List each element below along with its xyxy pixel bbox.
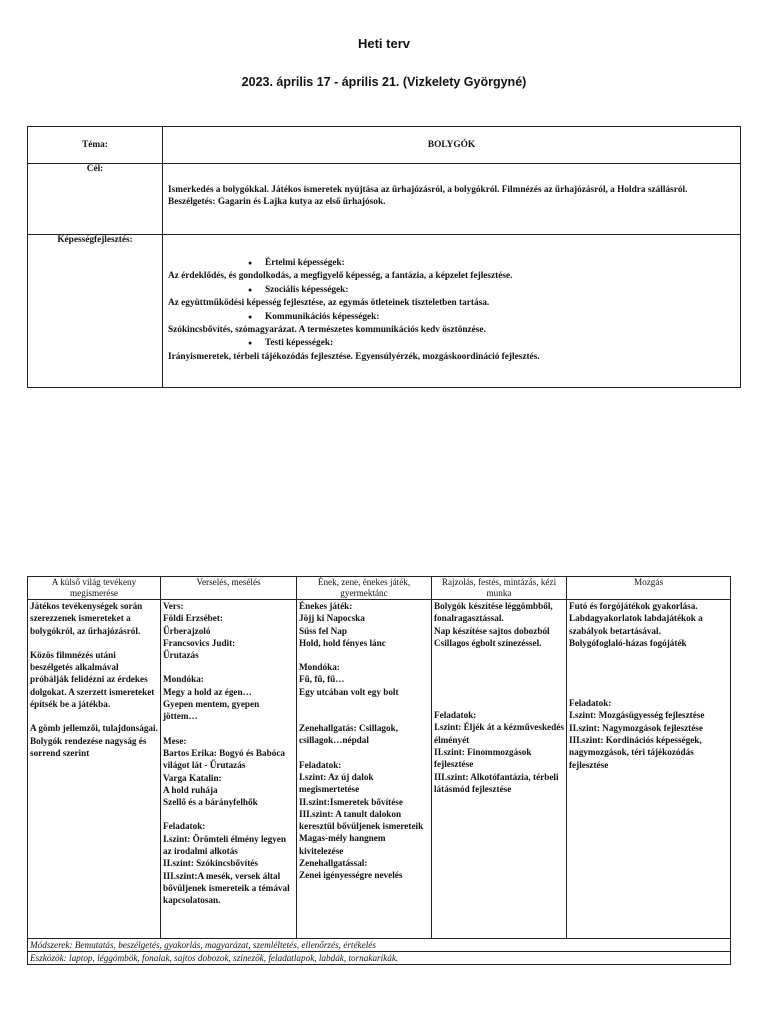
header-rajzolas: Rajzolás, festés, mintázás, kézi munka: [432, 577, 567, 600]
cell-line: Megy a hold az égen…: [163, 686, 252, 697]
cell-line: Űrutazás: [163, 650, 199, 661]
cell-line: Vers:: [163, 601, 184, 611]
cell-line: III.szint:A mesék, versek által bővüljenek ismereteik a témával kapcsolatosan.: [163, 870, 290, 906]
cell-line: I.szint: Az új dalok megismertetése: [299, 771, 374, 795]
cell-line: Egy utcában volt egy bolt: [299, 686, 399, 697]
cell-line: Bolygók készítése léggömbből, fonalragasztással.: [434, 601, 553, 624]
cel-cell: [163, 164, 741, 235]
cel-row: [28, 164, 741, 235]
cell-line: Csillagos égbolt színezéssel.: [434, 637, 542, 648]
cell-line: [434, 649, 564, 661]
cell-line: Jöjj ki Napocska: [299, 613, 365, 624]
weekly-table: [27, 576, 731, 965]
col5-list: [569, 600, 728, 938]
cell-line: A gömb jellemzői, tulajdonságai. Bolygók rendezése nagyság és sorrend szerint: [30, 723, 158, 758]
cell-line: Futó és forgójátékok gyakorlása.: [569, 601, 698, 611]
kepesseg-heading: Értelmi képességek:: [265, 258, 345, 268]
col-mozgas: [567, 600, 731, 939]
bullet-item: [168, 257, 736, 270]
page-subtitle: 2023. április 17 - április 21. (Vizkelety Györgyné): [241, 75, 527, 89]
page-title: Heti terv: [357, 36, 411, 51]
cell-line: [569, 673, 728, 685]
cell-line: [299, 698, 429, 710]
weekly-header-row: [28, 577, 731, 600]
col1-list: [30, 600, 158, 938]
header-kulso-vilag: A külső világ tevékeny megismerése: [28, 577, 161, 600]
plan-table: [27, 126, 741, 388]
cell-line: Magas-mély hangnem kivitelezése: [299, 833, 386, 856]
cell-line: Süss fel Nap: [299, 625, 347, 636]
cell-line: Feladatok:: [299, 759, 342, 770]
cell-line: Feladatok:: [569, 698, 612, 709]
cell-line: Mese:: [163, 735, 187, 746]
tema-value: BOLYGÓK: [163, 127, 741, 164]
cell-line: Hold, hold fényes lánc: [299, 637, 386, 648]
cel-value: Ismerkedés a bolygókkal. Játékos ismeretek nyújtása az űrhajózásról, a bolygókról. Filmnézés az űrhajózásról, a Holdra szállásról. Beszélgetés: Gagarin és Lajka kutya az első űrhajósok.: [168, 185, 688, 207]
modszerek-row: [28, 939, 731, 952]
cell-line: [434, 673, 564, 685]
kepesseg-row: [28, 235, 741, 388]
col-kulso-vilag: [28, 600, 161, 939]
col4-list: [434, 600, 564, 938]
cell-line: Gyepen mentem, gyepen jöttem…: [163, 699, 260, 722]
cel-label: Cél:: [28, 164, 163, 235]
cell-line: Bolygófoglaló-házas fogójáték: [569, 637, 687, 648]
cell-line: [434, 697, 564, 709]
bullet-item: [168, 284, 736, 297]
header-enek-zene: Ének, zene, énekes játék, gyermektánc: [297, 577, 432, 600]
cell-line: Földi Erzsébet:: [163, 613, 223, 624]
cell-line: Nap készítése sajtos dobozból: [434, 625, 550, 636]
cell-line: III.szint: A tanult dalokon keresztül bővüljenek ismereteik: [299, 808, 424, 832]
col-verseles: [161, 600, 297, 939]
kepesseg-text: Szókincsbővítés, szómagyarázat. A természetes kommunikációs kedv ösztönzése.: [168, 325, 486, 336]
eszkozok-text: Eszközök: laptop, léggömbök, fonalak, sajtos dobozok, színezők, feladatlapok, labdák, tornakarikák.: [28, 952, 731, 965]
cell-line: Bartos Erika: Bogyó és Babóca világot lát - Űrutazás: [163, 747, 285, 771]
kepesseg-text: Irányismeretek, térbeli tájékozódás fejlesztése. Egyensúlyérzék, mozgáskoordináció fejlesztés.: [168, 351, 540, 362]
cell-line: Zenehallgatással:: [299, 858, 368, 869]
cell-line: Zenehallgatás: Csillagok, csillagok…népdal: [299, 723, 399, 746]
cell-line: [163, 661, 294, 673]
header-verseles: Verselés, mesélés: [161, 577, 297, 600]
cell-line: III.szint: Kordinációs képességek, nagymozgások, téri tájékozódás fejlesztése: [569, 735, 702, 770]
cell-line: II.szint: Szókincsbővítés: [163, 858, 258, 869]
cell-line: Fű, fű, fű…: [299, 674, 345, 685]
header-mozgas: Mozgás: [567, 577, 731, 600]
cell-line: [299, 747, 429, 759]
cell-line: [434, 685, 564, 697]
cell-line: Labdagyakorlatok labdajátékok a szabályok betartásával.: [569, 613, 703, 636]
cell-line: [299, 649, 429, 661]
cell-line: II.szint: Nagymozgások fejlesztése: [569, 722, 703, 733]
kepesseg-label: Képességfejlesztés:: [28, 235, 163, 388]
cell-line: Mondóka:: [163, 674, 204, 685]
kepesseg-text: Az együttműködési képesség fejlesztése, az egymás ötleteinek tiszteletben tartása.: [168, 298, 490, 309]
cell-line: [569, 685, 728, 697]
cell-line: I.szint: Örömteli élmény legyen az irodalmi alkotás: [163, 833, 286, 857]
bullet-item: [168, 337, 736, 350]
cell-line: Űrberajzoló: [163, 625, 211, 636]
kepesseg-heading: Kommunikációs képességek:: [265, 311, 380, 322]
cell-line: Közös filmnézés utáni beszélgetés alkalmával próbálják felidézni az érdekes dolgokat. A szerzett ismereteket építsék be a játékba.: [30, 649, 155, 710]
cell-line: [569, 661, 728, 673]
tema-label: Téma:: [28, 127, 163, 164]
kepesseg-cell: [163, 235, 741, 388]
cell-line: Feladatok:: [163, 821, 206, 832]
kepesseg-text: Az érdeklődés, és gondolkodás, a megfigyelő képesség, a fantázia, a képzelet fejlesztése.: [168, 271, 513, 282]
cell-line: [434, 661, 564, 673]
cell-line: I.szint: Mozgásügyesség fejlesztése: [569, 710, 705, 721]
col2-list: [163, 600, 294, 938]
cell-line: [163, 808, 294, 820]
tema-row: [28, 127, 741, 164]
kepesseg-heading: Testi képességek:: [265, 338, 334, 349]
cell-line: Játékos tevékenységek során szerezzenek ismereteket a bolygókról, az űrhajózásról.: [30, 601, 143, 636]
cell-line: II.szint: Finommozgások fejlesztése: [434, 747, 532, 770]
cell-line: II.szint:Ismeretek bővítése: [299, 796, 403, 807]
cell-line: Zenei igényességre nevelés: [299, 870, 403, 881]
cell-line: [569, 649, 728, 661]
cell-line: I.szint: Éljék át a kézműveskedés élményét: [434, 722, 564, 745]
kepesseg-list: [163, 235, 740, 364]
kepesseg-heading: Szociális képességek:: [265, 284, 349, 295]
cell-line: [299, 710, 429, 722]
cell-line: Szellő és a bárányfelhők: [163, 797, 258, 808]
modszerek-text: Módszerek: Bemutatás, beszélgetés, gyakorlás, magyarázat, szemléltetés, ellenőrzés, értékelés: [28, 939, 731, 952]
cell-line: Énekes játék:: [299, 601, 353, 611]
eszkozok-row: [28, 952, 731, 965]
col3-list: [299, 600, 429, 938]
bullet-item: [168, 311, 736, 324]
col-rajzolas: [432, 600, 567, 939]
cell-line: III.szint: Alkotófantázia, térbeli látásmód fejlesztése: [434, 771, 559, 794]
weekly-content-row: [28, 600, 731, 939]
cell-line: Feladatok:: [434, 710, 477, 721]
cell-line: Varga Katalin:: [163, 772, 222, 783]
cell-line: A hold ruhája: [163, 784, 218, 795]
cell-line: [163, 723, 294, 735]
cell-line: Mondóka:: [299, 662, 340, 673]
cell-line: Francsovics Judit:: [163, 637, 236, 648]
col-enek-zene: [297, 600, 432, 939]
